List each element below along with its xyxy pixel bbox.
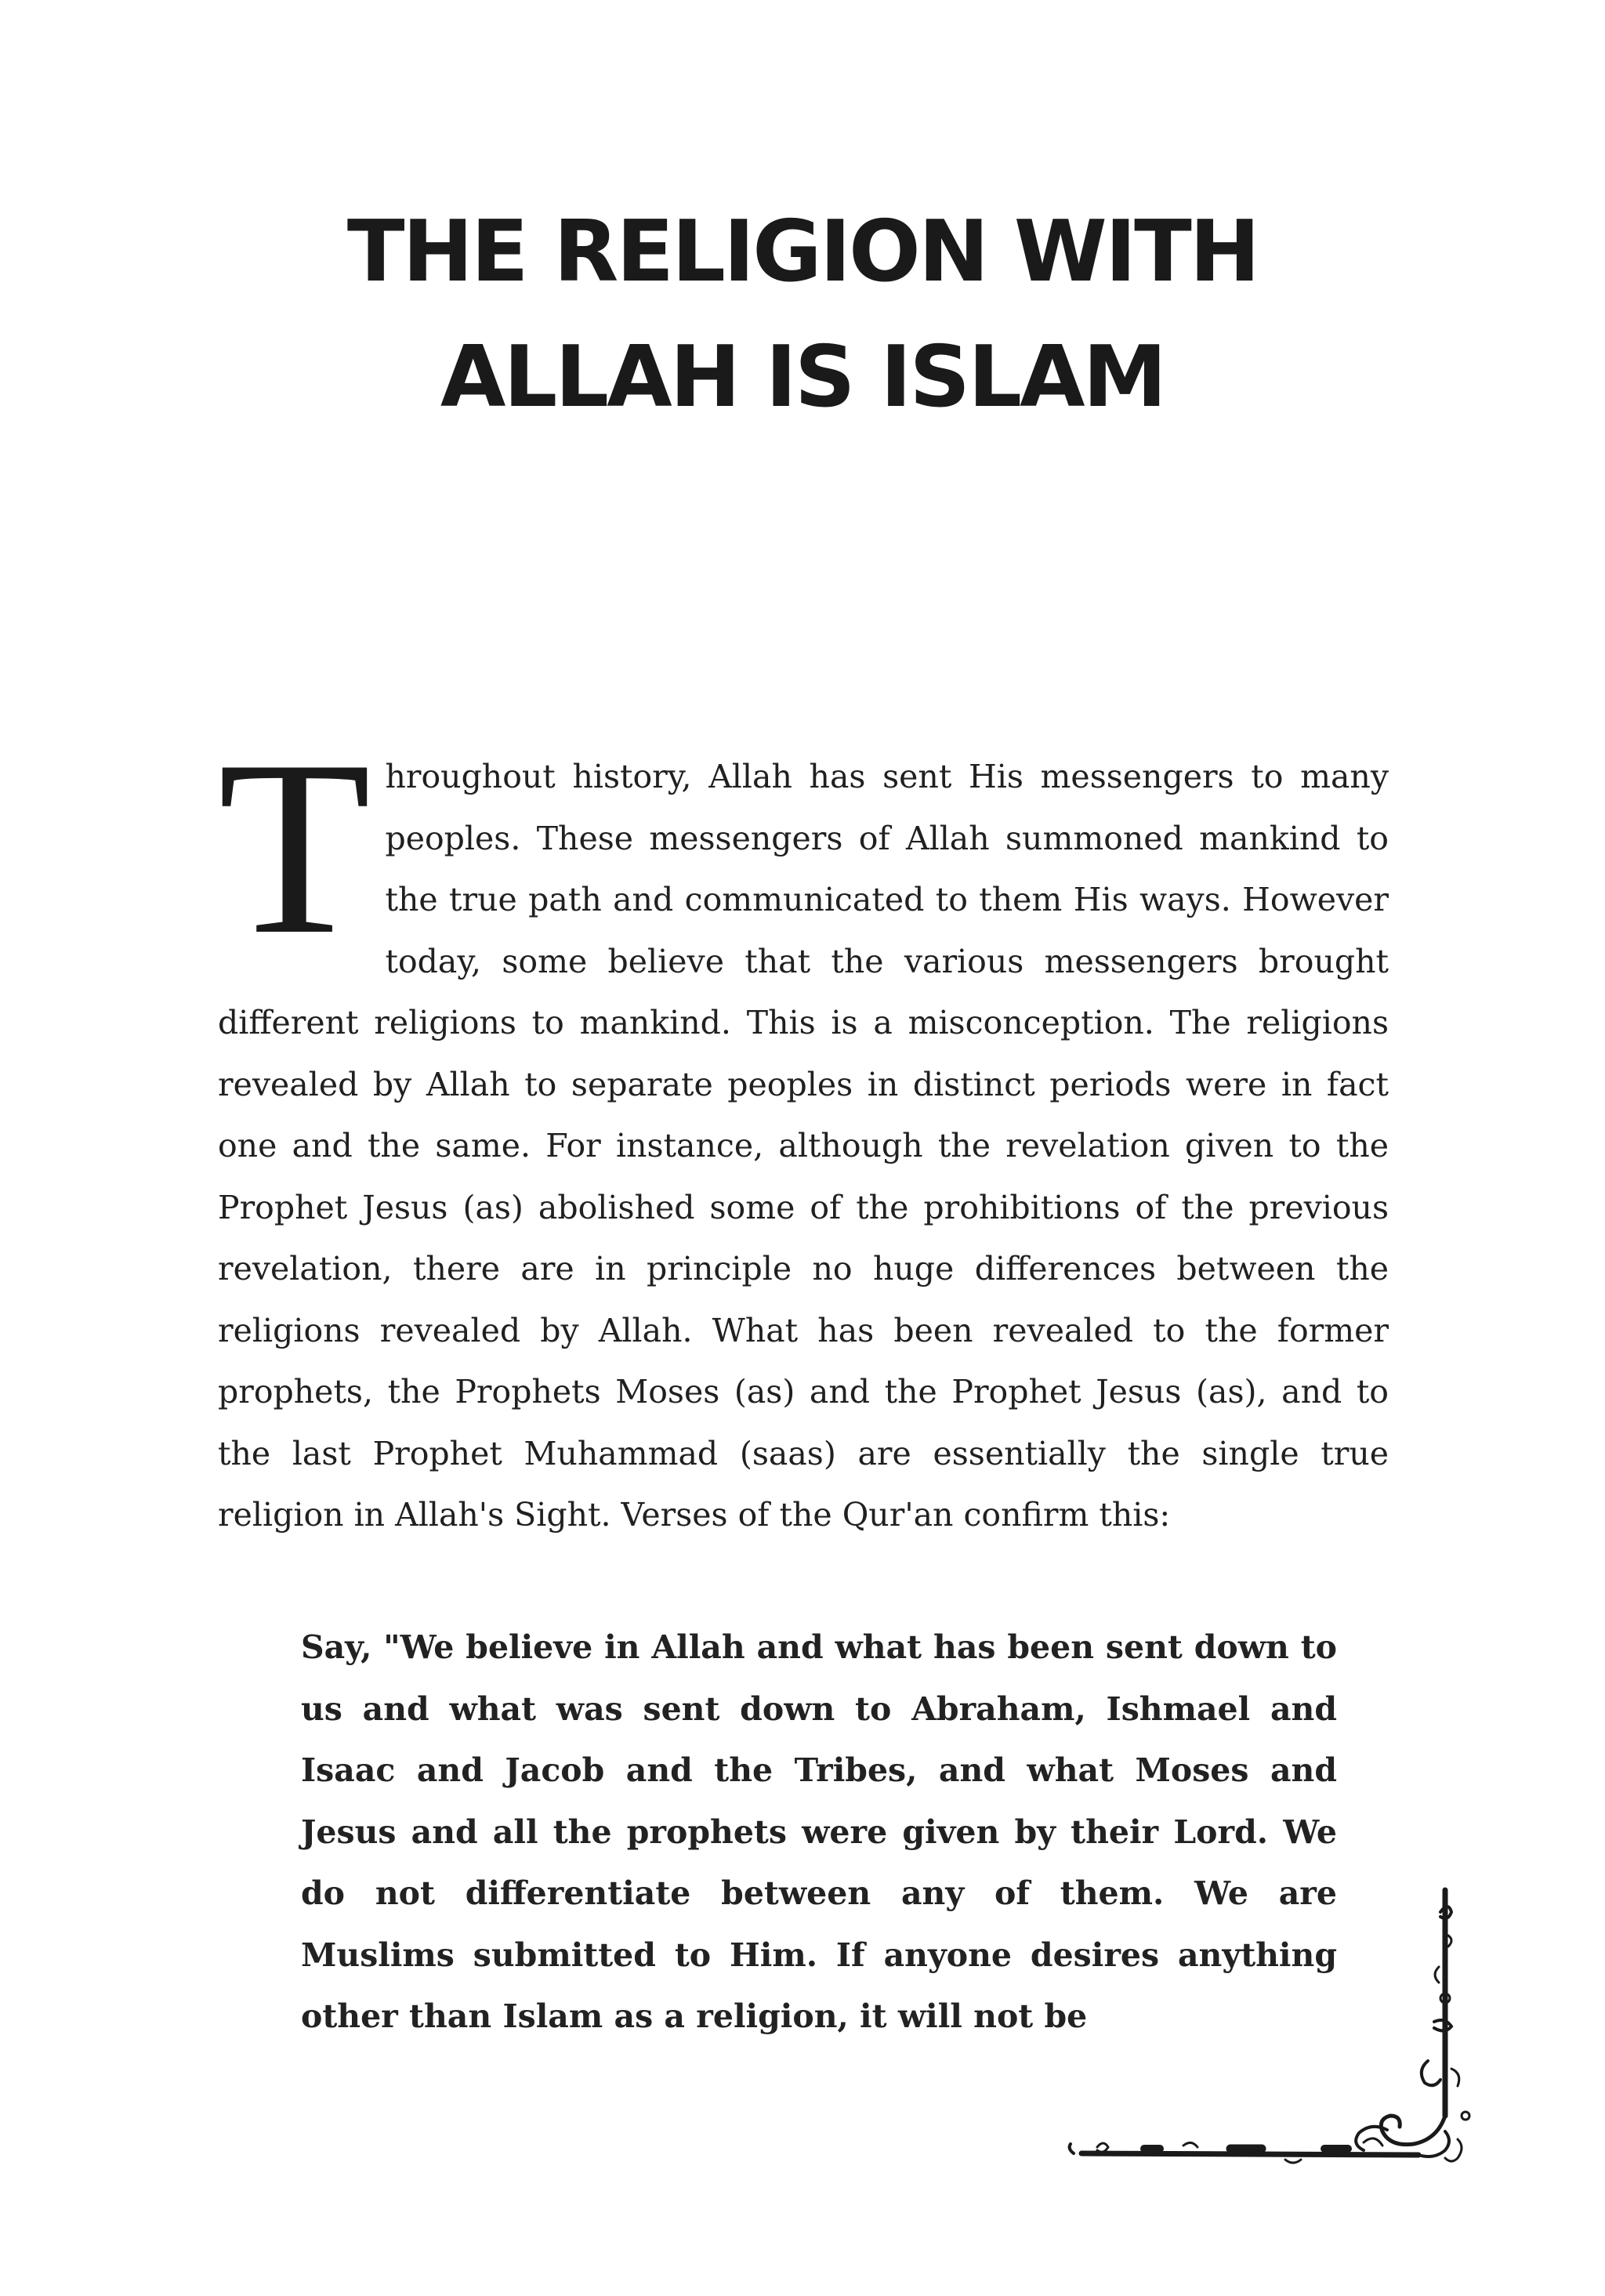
corner-ornament-icon — [1050, 1881, 1489, 2178]
body-paragraph — [218, 709, 1389, 1546]
ornament-horizontal-stem — [1081, 2153, 1418, 2155]
page-title-line-2: ALLAH IS ISLAM — [440, 328, 1165, 426]
page-title-line-1: THE RELIGION WITH — [346, 203, 1259, 301]
verse-text: Say, "We believe in Allah and what has been sent down to us and what was sent down to Abraham, Ishmael and Isaac and Jacob and the Tribes, and what Moses and Jesus and all the prophets were given by their Lord. We do not differentiate between any of them. We are Muslims submitted to Him. If anyone desires anything other than Islam as a religion, it will not be — [301, 1628, 1337, 2035]
paragraph-text: hroughout history, Allah has sent His messengers to many peoples. These messengers of Allah summoned mankind to the true path and communicated to them His ways. However today, some believe that the various messengers brought different religions to mankind. This is a misconception. The religions revealed by Allah to separate peoples in distinct periods were in fact one and the same. For instance, although the revelation given to the Prophet Jesus (as) abolished some of the prohibitions of the previous revelation, there are in principle no huge differences between the religions revealed by Allah. What has been revealed to the former prophets, the Prophets Moses (as) and the Prophet Jesus (as), and to the last Prophet Muhammad (saas) are essentially the single true religion in Allah's Sight. Verses of the Qur'an confirm this: — [218, 758, 1389, 1534]
ornament-corner-flourish — [1381, 2116, 1445, 2145]
drop-cap: T — [218, 709, 371, 987]
